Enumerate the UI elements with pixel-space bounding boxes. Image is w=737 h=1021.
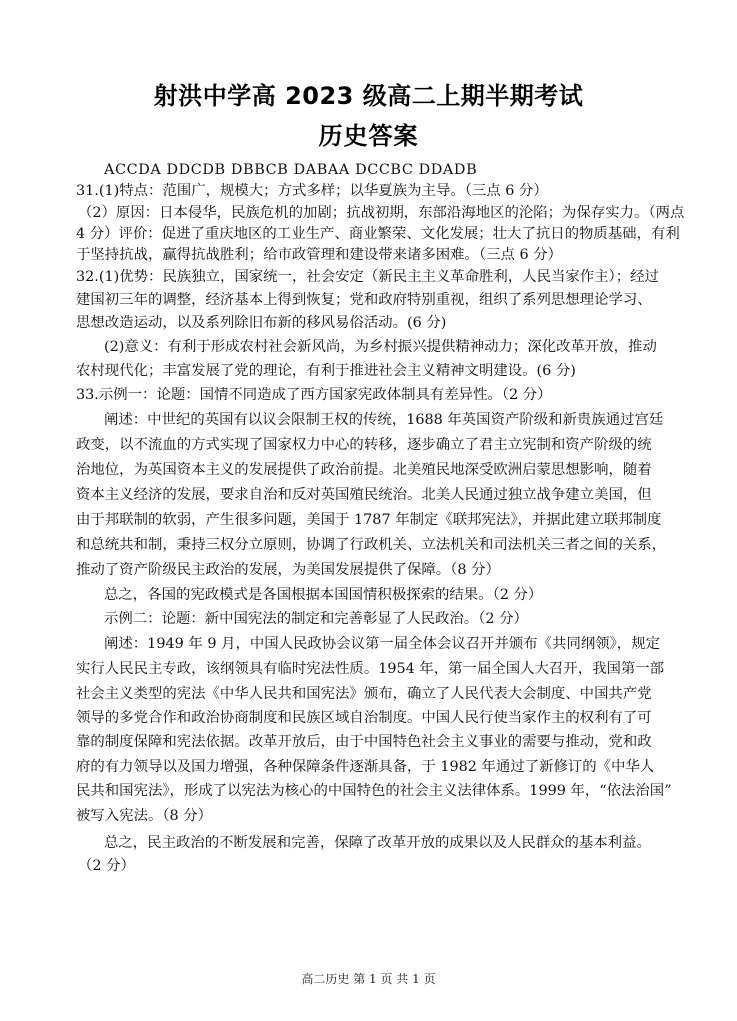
- q33-line: 被写入宪法。（8 分）: [76, 808, 213, 824]
- q33-line: 阐述：中世纪的英国有以议会限制王权的传统，1688 年英国资产阶级和新贵族通过宫廷: [104, 412, 664, 428]
- q33-line: 靠的制度保障和宪法依据。改革开放后，由于中国特色社会主义事业的需要与推动，党和政: [76, 734, 652, 750]
- q33-line: 民共和国宪法》，形成了以宪法为核心的中国特色的社会主义法律体系。1999 年，“依法治国”: [76, 783, 672, 799]
- q33-line: 33.示例一：论题：国情不同造成了西方国家宪政体制具有差异性。（2 分）: [76, 387, 552, 403]
- q33-line: 社会主义类型的宪法《中华人民共和国宪法》颁布，确立了人民代表大会制度、中国共产党: [76, 686, 652, 702]
- page-footer: 高二历史 第 1 页 共 1 页: [301, 972, 436, 986]
- q33-line: 府的有力领导以及国力增强，各种保障条件逐渐具备，于 1982 年通过了新修订的《中华人: [76, 759, 655, 775]
- q33-line: 总之，各国的宪政模式是各国根据本国国情积极探索的结果。（2 分）: [104, 587, 543, 603]
- q33-line: 示例二：论题：新中国宪法的制定和完善彰显了人民政治。（2 分）: [104, 611, 528, 627]
- q32-line: 32.(1)优势：民族独立，国家统一，社会安定（新民主主义革命胜利，人民当家作主）；经过: [76, 269, 659, 285]
- page-title: 射洪中学高 2023 级高二上期半期考试: [153, 82, 584, 110]
- q31-line: 4 分）评价：促进了重庆地区的工业生产、商业繁荣、文化发展；壮大了抗日的物质基础，有利: [76, 226, 680, 242]
- q33-line: 治地位，为英国资本主义的发展提供了政治前提。北美殖民地深受欧洲启蒙思想影响，随着: [76, 462, 652, 478]
- q33-line: 由于邦联制的软弱，产生很多问题，美国于 1787 年制定《联邦宪法》，并据此建立联邦制度: [76, 512, 662, 528]
- q33-line: 阐述：1949 年 9 月，中国人民政协会议第一届全体会议召开并颁布《共同纲领》，规定: [104, 636, 660, 652]
- q31-line: （2）原因：日本侵华，民族危机的加剧；抗战初期，东部沿海地区的沦陷；为保存实力。（两点: [78, 205, 685, 221]
- q33-line: （2 分）: [78, 858, 135, 874]
- q31-line: 于坚持抗战，赢得抗战胜利；给市政管理和建设带来诸多困难。（三点 6 分）: [76, 247, 562, 263]
- q33-line: 政变，以不流血的方式实现了国家权力中心的转移，逐步确立了君主立宪制和资产阶级的统: [76, 437, 652, 453]
- q31-line: 31.(1)特点：范围广，规模大；方式多样；以华夏族为主导。（三点 6 分）: [76, 183, 548, 199]
- q33-line: 总之，民主政治的不断发展和完善，保障了改革开放的成果以及人民群众的基本利益。: [104, 835, 651, 851]
- q32-line: 思想改造运动，以及系列除旧布新的移风易俗活动。(6 分): [76, 315, 447, 331]
- q33-line: 推动了资产阶级民主政治的发展，为美国发展提供了保障。（8 分）: [76, 562, 500, 578]
- page-subtitle: 历史答案: [318, 122, 419, 150]
- q33-line: 和总统共和制，秉持三权分立原则，协调了行政机关、立法机关和司法机关三者之间的关系，: [76, 537, 667, 553]
- q32-line: 农村现代化；丰富发展了党的理论，有利于推进社会主义精神文明建设。(6 分): [76, 363, 576, 379]
- q33-line: 资本主义经济的发展，要求自治和反对英国殖民统治。北美人民通过独立战争建立美国，但: [76, 487, 652, 503]
- q32-line: (2)意义：有利于形成农村社会新风尚，为乡村振兴提供精神动力；深化改革开放，推动: [104, 339, 657, 355]
- q33-line: 领导的多党合作和政治协商制度和民族区域自治制度。中国人民行使当家作主的权利有了可: [76, 710, 652, 726]
- q33-line: 实行人民民主专政，该纲领具有临时宪法性质。1954 年，第一届全国人大召开，我国第一部: [76, 661, 665, 677]
- q32-line: 建国初三年的调整，经济基本上得到恢复；党和政府特别重视，组织了系列思想理论学习、: [76, 292, 652, 308]
- choice-answers: ACCDA DDCDB DBBCB DABAA DCCBC DDADB: [104, 162, 478, 178]
